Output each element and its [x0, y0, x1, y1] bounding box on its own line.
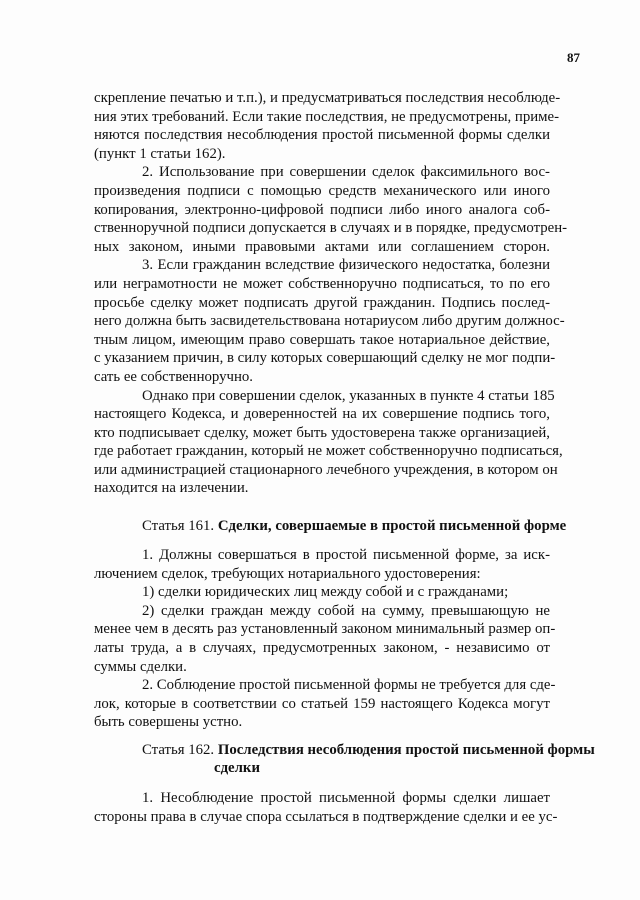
article-162-heading-cont [214, 759, 260, 778]
text-line: ных законом, иными правовыми актами или соглашением сторон. [94, 238, 550, 255]
text-line: лючением сделок, требующих нотариального удостоверения: [94, 565, 481, 582]
text-line: скрепление печатью и т.п.), и предусматриваться последствия несоблюде- [94, 90, 561, 106]
text-line: стороны права в случае спора ссылаться в подтверждение сделки и ее ус- [94, 808, 558, 825]
text-line: копирования, электронно-цифровой подписи либо иного аналога соб- [94, 201, 550, 218]
text-line: ственноручной подписи допускается в случаях и в порядке, предусмотрен- [94, 220, 568, 237]
article-162-title-cont: сделки [214, 760, 260, 776]
text-line: или администрацией стационарного лечебного учреждения, в котором он [94, 461, 558, 478]
article-162-title: Последствия несоблюдения простой письменной формы [217, 742, 595, 758]
text-line: находится на излечении. [94, 480, 249, 497]
text-line: няются последствия несоблюдения простой письменной формы сделки [94, 127, 550, 144]
article-162-number: Статья 162. [142, 742, 215, 758]
text-line: менее чем в десять раз установленный законом минимальный размер оп- [94, 621, 556, 638]
text-line: произведения подписи с помощью средств механического или иного [94, 182, 550, 199]
text-line: 1. Несоблюдение простой письменной формы сделки лишает [142, 790, 550, 806]
text-line: 2. Использование при совершении сделок факсимильного вос- [142, 164, 550, 181]
text-line: лок, которые в соответствии со статьей 159 настоящего Кодекса могут [94, 695, 550, 712]
text-line: настоящего Кодекса, и доверенностей на их совершение подпись того, [94, 406, 550, 423]
text-line: Однако при совершении сделок, указанных в пункте 4 статьи 185 [142, 387, 555, 404]
text-line: кто подписывает сделку, может быть удостоверена также организацией, [94, 424, 550, 441]
article-161-number: Статья 161. [142, 518, 215, 534]
article-161-title: Сделки, совершаемые в простой письменной форме [217, 518, 567, 534]
text-line: (пункт 1 статьи 162). [94, 145, 226, 162]
article-162-heading [142, 741, 595, 760]
text-line: где работает гражданин, который не может собственноручно подписаться, [94, 443, 563, 460]
text-line: 1) сделки юридических лиц между собой и с гражданами; [142, 584, 509, 601]
page-number: 87 [567, 50, 580, 65]
text-line: 2) сделки граждан между собой на сумму, превышающую не [142, 602, 550, 619]
text-line: латы труда, а в случаях, предусмотренных законом, - независимо от [94, 639, 550, 656]
text-line: с указанием причин, в силу которых совершающий сделку не мог подпи- [94, 350, 556, 367]
text-line: быть совершены устно. [94, 714, 243, 731]
text-line: ния этих требований. Если такие последствия, не предусмотрены, приме- [94, 108, 560, 125]
article-161-heading [142, 517, 566, 536]
text-line: 3. Если гражданин вследствие физического недостатка, болезни [142, 257, 550, 274]
text-line: просьбе сделку может подписать другой гражданин. Подпись послед- [94, 294, 550, 311]
text-block-article-162 [94, 789, 558, 826]
text-block-article-161 [94, 546, 556, 732]
text-line: 1. Должны совершаться в простой письменной форме, за иск- [142, 547, 550, 563]
text-line: него должна быть засвидетельствована нотариусом либо другим должнос- [94, 313, 565, 330]
text-line: 2. Соблюдение простой письменной формы не требуется для сде- [142, 677, 556, 694]
text-line: сать ее собственноручно. [94, 368, 253, 385]
text-line: тным лицом, имеющим право совершать такое нотариальное действие, [94, 331, 550, 348]
text-line: или неграмотности не может собственноручно подписаться, то по его [94, 275, 550, 292]
text-block-continuation [94, 89, 568, 498]
text-line: суммы сделки. [94, 658, 187, 675]
